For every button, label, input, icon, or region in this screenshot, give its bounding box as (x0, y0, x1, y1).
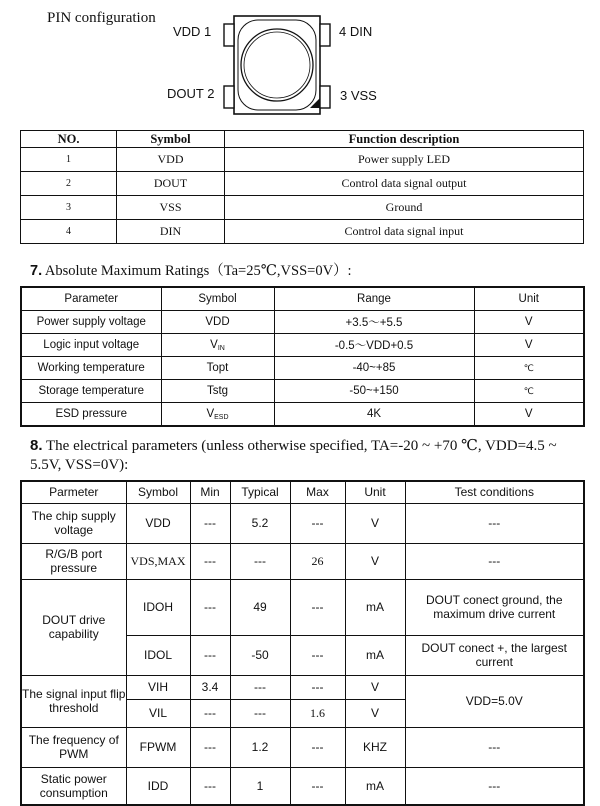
table-cell: VSS (117, 196, 225, 220)
pin2-label: DOUT 2 (167, 86, 215, 101)
table-cell: VDD (126, 503, 190, 543)
table-cell: 1 (21, 148, 117, 172)
table-cell: ℃ (474, 357, 584, 380)
table-cell: --- (190, 503, 230, 543)
table-cell: VIH (126, 675, 190, 699)
col-header: NO. (21, 131, 117, 148)
led-package-diagram (222, 14, 332, 118)
table-cell: 49 (230, 579, 290, 635)
table-cell: mA (345, 767, 405, 805)
table-cell: -50 (230, 635, 290, 675)
table-cell: -40~+85 (274, 357, 474, 380)
col-header: Typical (230, 481, 290, 503)
table-cell: 2 (21, 172, 117, 196)
table-cell: VDD (117, 148, 225, 172)
table-cell: Control data signal input (225, 220, 584, 244)
table-cell: --- (190, 727, 230, 767)
table-cell: V (474, 334, 584, 357)
table-row (21, 172, 584, 196)
section7-title: Absolute Maximum Ratings（Ta=25℃,VSS=0V）: (42, 263, 352, 279)
table-cell: --- (190, 767, 230, 805)
pin-config-title: PIN configuration (47, 10, 156, 26)
table-cell: --- (290, 767, 345, 805)
table-cell: --- (190, 635, 230, 675)
table-cell: V (345, 699, 405, 727)
col-header: Symbol (117, 131, 225, 148)
electrical-parameters-table (20, 480, 585, 806)
table-cell: 26 (290, 543, 345, 579)
table-cell: DOUT conect +, the largest current (405, 635, 584, 675)
table-cell: DOUT conect ground, the maximum drive current (405, 579, 584, 635)
table-cell: --- (290, 635, 345, 675)
table-cell: 4 (21, 220, 117, 244)
table-cell: $V_{ESD}$ (161, 403, 274, 427)
table-cell: Logic input voltage (21, 334, 161, 357)
table-cell: KHZ (345, 727, 405, 767)
table-cell: --- (405, 543, 584, 579)
table-cell: $V_{IN}$ (161, 334, 274, 357)
table-cell: IDOL (126, 635, 190, 675)
table-row (21, 148, 584, 172)
section7-heading (30, 259, 352, 280)
table-cell: V (474, 311, 584, 334)
table-row (21, 220, 584, 244)
table-cell: VDS,MAX (126, 543, 190, 579)
table-cell: 4K (274, 403, 474, 427)
table-cell: DIN (117, 220, 225, 244)
pin1-label: VDD 1 (173, 24, 212, 39)
table-cell: The frequency of PWM (21, 727, 126, 767)
table-cell: Power supply LED (225, 148, 584, 172)
table-cell: mA (345, 579, 405, 635)
col-header: Test conditions (405, 481, 584, 503)
table-cell: --- (405, 727, 584, 767)
table-cell: VDD (161, 311, 274, 334)
table-cell: --- (190, 579, 230, 635)
table-cell: Static power consumption (21, 767, 126, 805)
table-cell: --- (290, 727, 345, 767)
table-row (21, 767, 584, 805)
table-row (21, 196, 584, 220)
table-cell: ℃ (474, 380, 584, 403)
col-header: Parmeter (21, 481, 126, 503)
col-header: Max (290, 481, 345, 503)
table-cell: --- (290, 675, 345, 699)
section7-number: 7. (30, 263, 43, 279)
table-cell: --- (230, 699, 290, 727)
absolute-max-ratings-table (20, 286, 585, 427)
table-cell: --- (190, 699, 230, 727)
table-header-row (21, 287, 584, 311)
table-cell: +3.5～+5.5 (274, 311, 474, 334)
table-cell: V (345, 675, 405, 699)
table-cell: Topt (161, 357, 274, 380)
table-cell: Working temperature (21, 357, 161, 380)
table-cell: --- (405, 767, 584, 805)
table-cell: --- (230, 675, 290, 699)
table-cell: 3 (21, 196, 117, 220)
table-cell: V (474, 403, 584, 427)
table-cell: The chip supply voltage (21, 503, 126, 543)
table-row (21, 311, 584, 334)
table-row (21, 403, 584, 427)
table-cell: --- (190, 543, 230, 579)
pin3-label: 3 VSS (340, 88, 377, 103)
table-row (21, 357, 584, 380)
table-cell: Storage temperature (21, 380, 161, 403)
table-cell: Ground (225, 196, 584, 220)
table-row (21, 380, 584, 403)
table-cell: 3.4 (190, 675, 230, 699)
table-cell: DOUT drive capability (21, 579, 126, 675)
table-cell: 1.6 (290, 699, 345, 727)
table-cell: --- (290, 579, 345, 635)
col-header: Symbol (126, 481, 190, 503)
table-row (21, 334, 584, 357)
table-header-row (21, 131, 584, 148)
table-row (21, 503, 584, 543)
pin4-label: 4 DIN (339, 24, 373, 39)
table-cell: FPWM (126, 727, 190, 767)
col-header: Min (190, 481, 230, 503)
table-header-row (21, 481, 584, 503)
table-row (21, 543, 584, 579)
table-cell: mA (345, 635, 405, 675)
table-cell: V (345, 503, 405, 543)
table-cell: Power supply voltage (21, 311, 161, 334)
col-header: Function description (225, 131, 584, 148)
table-cell: Control data signal output (225, 172, 584, 196)
table-cell: -0.5～VDD+0.5 (274, 334, 474, 357)
table-cell: V (345, 543, 405, 579)
table-cell: --- (405, 503, 584, 543)
table-cell: ESD pressure (21, 403, 161, 427)
section8-heading (30, 436, 585, 475)
table-cell: R/G/B port pressure (21, 543, 126, 579)
col-header: Unit (345, 481, 405, 503)
table-cell: 1 (230, 767, 290, 805)
table-cell: -50~+150 (274, 380, 474, 403)
table-cell: 1.2 (230, 727, 290, 767)
table-cell: IDOH (126, 579, 190, 635)
table-cell: 5.2 (230, 503, 290, 543)
table-row (21, 579, 584, 635)
table-cell: --- (290, 503, 345, 543)
col-header: Parameter (21, 287, 161, 311)
table-cell: Tstg (161, 380, 274, 403)
table-cell: The signal input flip threshold (21, 675, 126, 727)
pin-function-table (20, 130, 584, 244)
table-cell: --- (230, 543, 290, 579)
col-header: Unit (474, 287, 584, 311)
table-cell: IDD (126, 767, 190, 805)
table-cell: VIL (126, 699, 190, 727)
section8-number: 8. (30, 437, 43, 454)
table-row (21, 727, 584, 767)
col-header: Symbol (161, 287, 274, 311)
section8-title: The electrical parameters (unless otherwise specified, TA=-20 ~ +70 ℃, VDD=4.5 ~ 5.5V, VSS=0V): (30, 438, 557, 473)
table-cell: VDD=5.0V (405, 675, 584, 727)
table-cell: DOUT (117, 172, 225, 196)
col-header: Range (274, 287, 474, 311)
table-row (21, 675, 584, 699)
